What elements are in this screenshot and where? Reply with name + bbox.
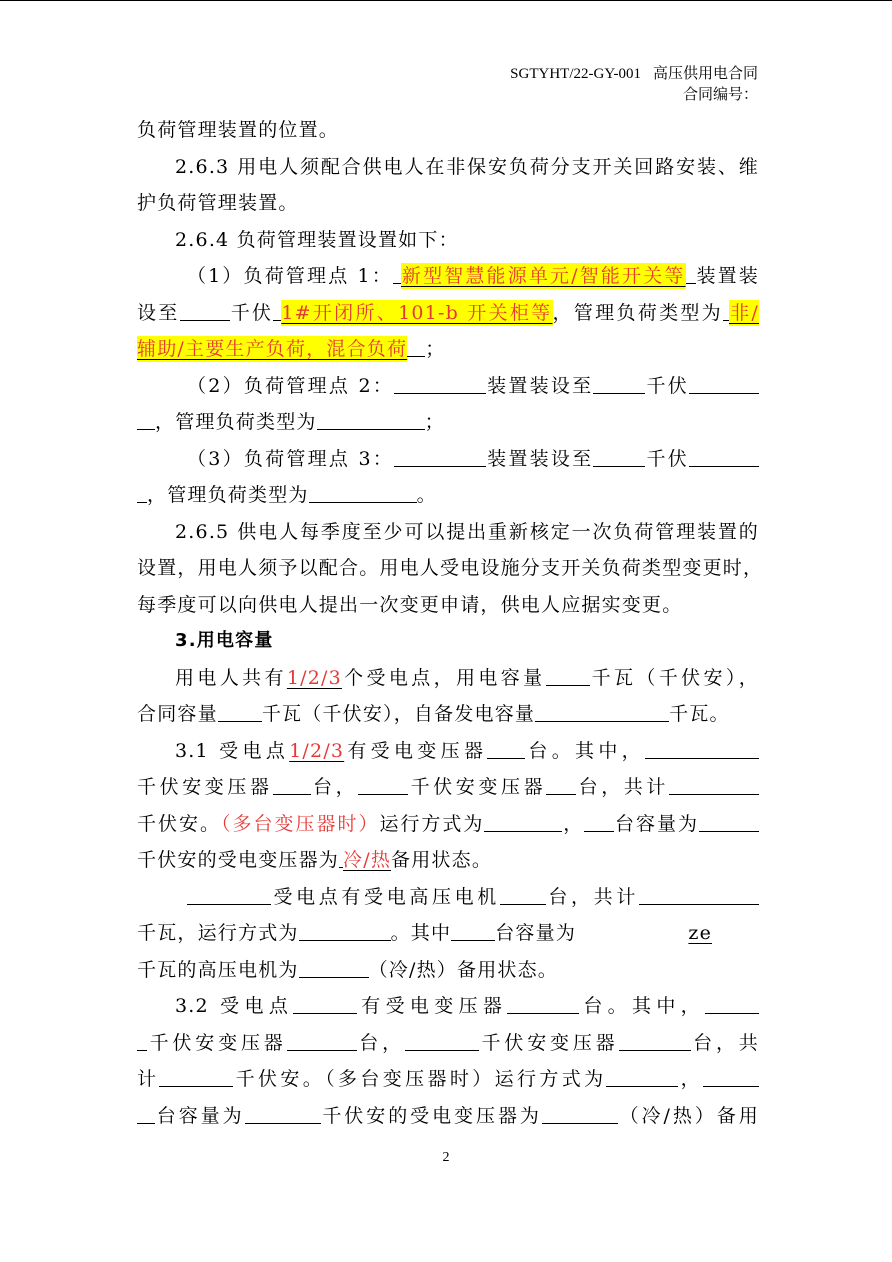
- text-segment: （冷/热）备用: [617, 1104, 759, 1127]
- voltage-blank-field[interactable]: [593, 371, 645, 394]
- text-segment: 装置装设至: [486, 447, 594, 470]
- text-line: 每季度可以向供电人提出一次变更申请，供电人应据实变更。: [137, 593, 683, 616]
- text-segment: 装置装设至: [486, 374, 594, 397]
- text-segment: 千伏: [645, 447, 689, 470]
- standby-blank-field[interactable]: [542, 1101, 618, 1124]
- multi-transformer-note: （多台变压器时）: [220, 812, 380, 835]
- text-segment: 台容量为: [495, 922, 577, 944]
- clause-3-1-line: [137, 733, 759, 770]
- text-segment: 千伏安变压器: [408, 776, 547, 798]
- text-segment: 。: [416, 484, 437, 506]
- motor-capacity-field[interactable]: [576, 915, 712, 952]
- receiving-point-blank-field[interactable]: [293, 991, 357, 1014]
- text-segment: 台，: [310, 776, 359, 798]
- text-segment: 千伏: [645, 374, 689, 397]
- text-segment: 3.2 受电点: [175, 995, 294, 1017]
- load-point-1-line-2: [137, 295, 759, 332]
- text-segment: 千瓦（千伏安），: [589, 666, 759, 689]
- count-blank-field[interactable]: [451, 918, 495, 941]
- operation-mode-blank-field[interactable]: [299, 918, 391, 941]
- text-line: 负荷管理装置的位置。: [137, 119, 340, 141]
- count-blank-field[interactable]: [703, 1064, 759, 1087]
- clause-3-1-line-2: [137, 769, 759, 806]
- text-segment: ，管理负荷类型为: [155, 411, 317, 433]
- document-body: [137, 112, 764, 1134]
- capacity-line-2: [137, 696, 759, 733]
- stray-text: ze: [688, 922, 713, 944]
- clause-3-2-line-4: [137, 1098, 759, 1135]
- text-segment: 台，共: [690, 1031, 760, 1054]
- text-segment: 运行方式为: [379, 812, 485, 835]
- count-blank-field[interactable]: [619, 1028, 691, 1051]
- section-heading-capacity: 3.用电容量: [175, 630, 274, 651]
- standby-blank-field[interactable]: [299, 955, 369, 978]
- text-segment: 装置装: [695, 265, 760, 287]
- text-segment: 千伏安。: [137, 812, 221, 835]
- text-segment: 有受电变压器: [357, 995, 508, 1017]
- text-segment: 台，: [356, 1031, 405, 1054]
- top-border-line: [0, 0, 892, 1]
- motor-line-1: [137, 879, 759, 916]
- kva-blank-field[interactable]: [705, 991, 759, 1014]
- text-segment: 备用状态。: [391, 849, 493, 871]
- operation-mode-blank-field[interactable]: [484, 809, 562, 832]
- text-segment: 千瓦，运行方式为: [137, 922, 299, 944]
- motor-line-3: [137, 952, 759, 989]
- text-segment: 计: [137, 1068, 160, 1090]
- kva-blank-field[interactable]: [358, 772, 408, 795]
- load-type-blank-field[interactable]: [317, 407, 425, 430]
- location-highlight: 1#开闭所、101-b 开关柜等: [281, 301, 553, 324]
- kva-blank-field[interactable]: [699, 809, 759, 832]
- device-type-highlight: 新型智慧能源单元/智能开关等: [400, 265, 686, 287]
- receiving-point-blank-field[interactable]: [187, 882, 271, 905]
- text-segment: 千伏安变压器: [478, 1031, 619, 1054]
- text-segment: 台容量为: [614, 812, 699, 835]
- text-segment: ，管理负荷类型为: [147, 484, 309, 506]
- receiving-point-count: 1/2/3: [286, 666, 342, 689]
- page-number: 2: [442, 1150, 450, 1165]
- text-segment: ；: [425, 338, 446, 360]
- voltage-blank-field[interactable]: [180, 298, 230, 321]
- count-blank-field-cont[interactable]: [137, 1101, 155, 1124]
- clause-3-2-line-3: [137, 1061, 759, 1098]
- clause-2-6-4: 2.6.4 负荷管理装置设置如下：: [175, 228, 459, 251]
- load-point-3-line: [137, 441, 759, 478]
- text-segment: 千瓦（千伏安），自备发电容量: [261, 703, 536, 725]
- count-blank-field[interactable]: [287, 1028, 357, 1051]
- location-blank-field[interactable]: [689, 444, 759, 467]
- capacity-line-1: [137, 660, 759, 697]
- text-segment: 3.1 受电点: [175, 739, 290, 762]
- text-segment: 用电人共有: [175, 666, 287, 689]
- operation-mode-blank-field[interactable]: [606, 1064, 678, 1087]
- header-line-1: [510, 64, 758, 85]
- kva-blank-field[interactable]: [405, 1028, 479, 1051]
- text-segment: 台，共计: [545, 885, 639, 908]
- load-point-1-line-3: [137, 331, 759, 368]
- text-segment: 千伏: [229, 301, 274, 324]
- text-segment: 台。其中，: [579, 995, 705, 1017]
- load-type-blank-field[interactable]: [309, 480, 417, 503]
- transformer-count-blank-field[interactable]: [487, 736, 525, 759]
- load-type-highlight-cont: 辅助/主要生产负荷，混合负荷: [137, 338, 408, 360]
- load-point-2-line-2: [137, 404, 759, 441]
- clause-3-2-line-2: [137, 1025, 759, 1062]
- text-segment: 合同容量: [137, 703, 218, 725]
- transformer-count-blank-field[interactable]: [507, 991, 579, 1014]
- total-kva-blank-field[interactable]: [159, 1064, 233, 1087]
- load-type-highlight: 非/: [728, 301, 759, 324]
- capacity-blank-field[interactable]: [546, 663, 590, 686]
- text-segment: 台，共计: [576, 776, 669, 798]
- text-segment: ，: [678, 1068, 704, 1090]
- clause-3-2-line: [137, 988, 759, 1025]
- location-blank-field-cont[interactable]: [137, 407, 155, 430]
- load-point-3-line-2: [137, 477, 759, 514]
- text-segment: 台。其中，: [525, 739, 645, 762]
- text-line: 护负荷管理装置。: [137, 192, 299, 214]
- load-point-1-label: （1）负荷管理点 1：: [187, 265, 393, 287]
- motor-total-blank-field[interactable]: [639, 882, 759, 905]
- location-blank-field[interactable]: [689, 371, 759, 394]
- page-header: [510, 64, 758, 106]
- kva-blank-field[interactable]: [245, 1101, 321, 1124]
- clause-2-6-5: 2.6.5 供电人每季度至少可以提出重新核定一次负荷管理装置的: [175, 520, 759, 543]
- motor-count-blank-field[interactable]: [500, 882, 546, 905]
- device-blank-field[interactable]: [394, 371, 486, 394]
- text-segment: ，管理负荷类型为: [552, 301, 723, 324]
- text-segment: 千伏安变压器: [137, 776, 273, 798]
- contract-number-label: 合同编号：: [682, 87, 758, 103]
- text-segment: （冷/热）备用状态。: [368, 958, 559, 981]
- text-segment: 千瓦。: [669, 703, 730, 725]
- text-segment: ；: [424, 411, 445, 433]
- text-segment: 有受电变压器: [344, 739, 488, 762]
- load-point-1-line: [137, 258, 759, 295]
- load-point-2-line: [137, 368, 759, 405]
- clause-3-1-line-4: [137, 842, 759, 879]
- count-blank-field[interactable]: [546, 772, 576, 795]
- clause-2-6-3: 2.6.3 用电人须配合供电人在非保安负荷分支开关回路安装、维: [175, 155, 759, 178]
- text-segment: 设至: [137, 301, 180, 324]
- kva-blank-field[interactable]: [645, 736, 759, 759]
- text-segment: 受电点有受电高压电机: [271, 885, 500, 908]
- generator-capacity-blank-field[interactable]: [535, 699, 669, 722]
- count-blank-field[interactable]: [273, 772, 311, 795]
- contract-title: 高压供用电合同: [652, 66, 758, 82]
- text-segment: 千伏安。（多台变压器时）运行方式为: [233, 1068, 607, 1090]
- text-segment: ，: [562, 812, 585, 835]
- receiving-point-id: 1/2/3: [289, 739, 345, 762]
- device-blank-field[interactable]: [394, 444, 486, 467]
- text-segment: 千伏安的受电变压器为: [320, 1104, 542, 1127]
- count-blank-field[interactable]: [584, 809, 614, 832]
- motor-line-2: [137, 915, 759, 952]
- text-segment: 千伏安变压器: [147, 1031, 287, 1054]
- total-kva-blank-field[interactable]: [669, 772, 759, 795]
- location-blank-field-cont[interactable]: [137, 480, 147, 503]
- voltage-blank-field[interactable]: [593, 444, 645, 467]
- load-point-2-label: （2）负荷管理点 2：: [187, 374, 395, 397]
- text-segment: 。其中: [390, 922, 452, 944]
- text-segment: 千瓦的高压电机为: [137, 958, 299, 981]
- text-line: 设置，用电人须予以配合。用电人受电设施分支开关负荷类型变更时，: [137, 557, 764, 579]
- text-segment: 个受电点，用电容量: [341, 666, 546, 689]
- blank-field[interactable]: [686, 261, 696, 284]
- load-point-3-label: （3）负荷管理点 3：: [187, 447, 395, 470]
- text-segment: 台容量为: [155, 1104, 245, 1127]
- kva-blank-field-cont[interactable]: [137, 1028, 147, 1051]
- standby-state-value: 冷/热: [343, 849, 392, 871]
- clause-3-1-line-3: [137, 806, 759, 843]
- contract-template-code: SGTYHT/22-GY-001: [510, 66, 641, 82]
- blank-field[interactable]: [393, 261, 401, 284]
- text-segment: 千伏安的受电变压器为: [137, 849, 340, 871]
- contract-capacity-blank-field[interactable]: [218, 699, 262, 722]
- blank-field[interactable]: [407, 334, 425, 357]
